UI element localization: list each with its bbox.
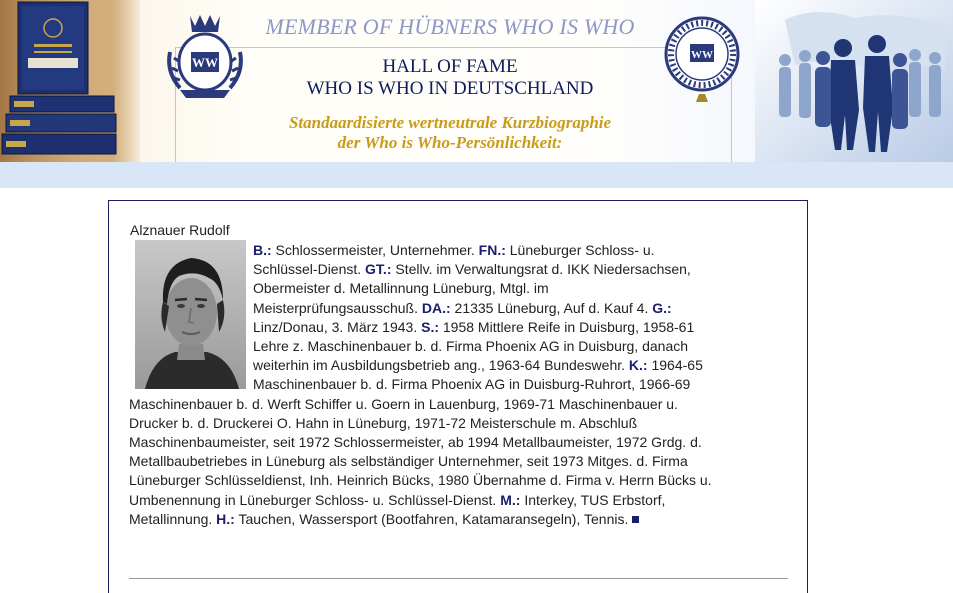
- bio-text-m: Interkey, TUS Erbstorf, Metallinnung.: [129, 491, 666, 527]
- bio-label-fn: FN.:: [478, 242, 506, 258]
- biography-panel: [108, 200, 808, 593]
- bio-text-k: 1964-65 Maschinenbauer b. d. Firma Phoenix AG in Duisburg-Ruhrort, 1966-69 Maschinenbauer b. d. Werft Schiffer u. Goern in Lauenburg, 1969-71 Maschinenbauer u. Drucker b. d. Druckerei O. Hahn in Lüneburg, 1971-72 Meisterschule m. Abschluß Maschinenbaumeister, seit 1972 Schlossermeister, ab 1994 Metallbaumeister, 1972 Grdg. d. Metallbaubetriebes in Lüneburg als selbständiger Unternehmer, seit 1973 Mitges. d. Firma Lüneburger Schlüsseldienst, Inh. Heinrich Bücks, 1980 Übernahme d. Firma v. Herrn Bücks u. Umbenennung in Lüneburger Schloss- u. Schlüssel-Dienst.: [129, 357, 712, 508]
- member-heading: MEMBER OF HÜBNERS WHO IS WHO: [265, 14, 635, 39]
- divider: [129, 578, 788, 579]
- bio-text-h: Tauchen, Wassersport (Bootfahren, Katamaransegeln), Tennis.: [234, 510, 629, 527]
- bio-text-da: 21335 Lüneburg, Auf d. Kauf 4.: [450, 299, 653, 316]
- bio-text-s: 1958 Mittlere Reife in Duisburg, 1958-61 Lehre z. Maschinenbauer b. d. Firma Phoenix AG in Duisburg, danach weiterhin im Ausbildungsbetrieb ang., 1963-64 Bundeswehr.: [253, 318, 695, 374]
- end-square-icon: [632, 516, 639, 523]
- photo-spacer: [129, 241, 253, 390]
- book-stack-image: [0, 0, 140, 162]
- bio-label-h: H.:: [216, 510, 235, 527]
- bio-text-b: Schlossermeister, Unternehmer.: [271, 242, 479, 258]
- header-banner: [0, 0, 953, 162]
- bio-label-gt: GT.:: [365, 261, 392, 278]
- business-people-image: [755, 0, 953, 162]
- seal-right-text: WW: [691, 49, 713, 61]
- seal-left-text: WW: [192, 55, 218, 70]
- hall-of-fame-heading: HALL OF FAME: [382, 56, 518, 77]
- bio-label-g: G.:: [652, 299, 672, 316]
- bio-text-g: Linz/Donau, 3. März 1943.: [253, 318, 422, 335]
- biography-subtitle-line-1: Standaardisierte wertneutrale Kurzbiographie: [288, 113, 612, 132]
- bio-label-s: S.:: [421, 318, 439, 335]
- bio-label-k: K.:: [628, 357, 648, 374]
- bio-text-fn: Lüneburger Schloss- u. Schlüssel-Dienst.: [253, 242, 655, 278]
- bio-label-da: DA.:: [421, 299, 451, 316]
- person-name: Alznauer Rudolf: [130, 222, 230, 238]
- biography-text: [129, 241, 714, 529]
- nav-strip: [0, 162, 953, 188]
- bio-text-gt: Stellv. im Verwaltungsrat d. IKK Niedersachsen, Obermeister d. Metallinnung Lüneburg, Mtgl. im Meisterprüfungsausschuß.: [253, 261, 691, 316]
- who-is-who-heading: WHO IS WHO IN DEUTSCHLAND: [306, 78, 594, 99]
- bio-label-m: M.:: [500, 491, 521, 508]
- bio-label-b: B.:: [253, 242, 272, 258]
- biography-subtitle-line-2: der Who is Who-Persönlichkeit:: [337, 133, 563, 152]
